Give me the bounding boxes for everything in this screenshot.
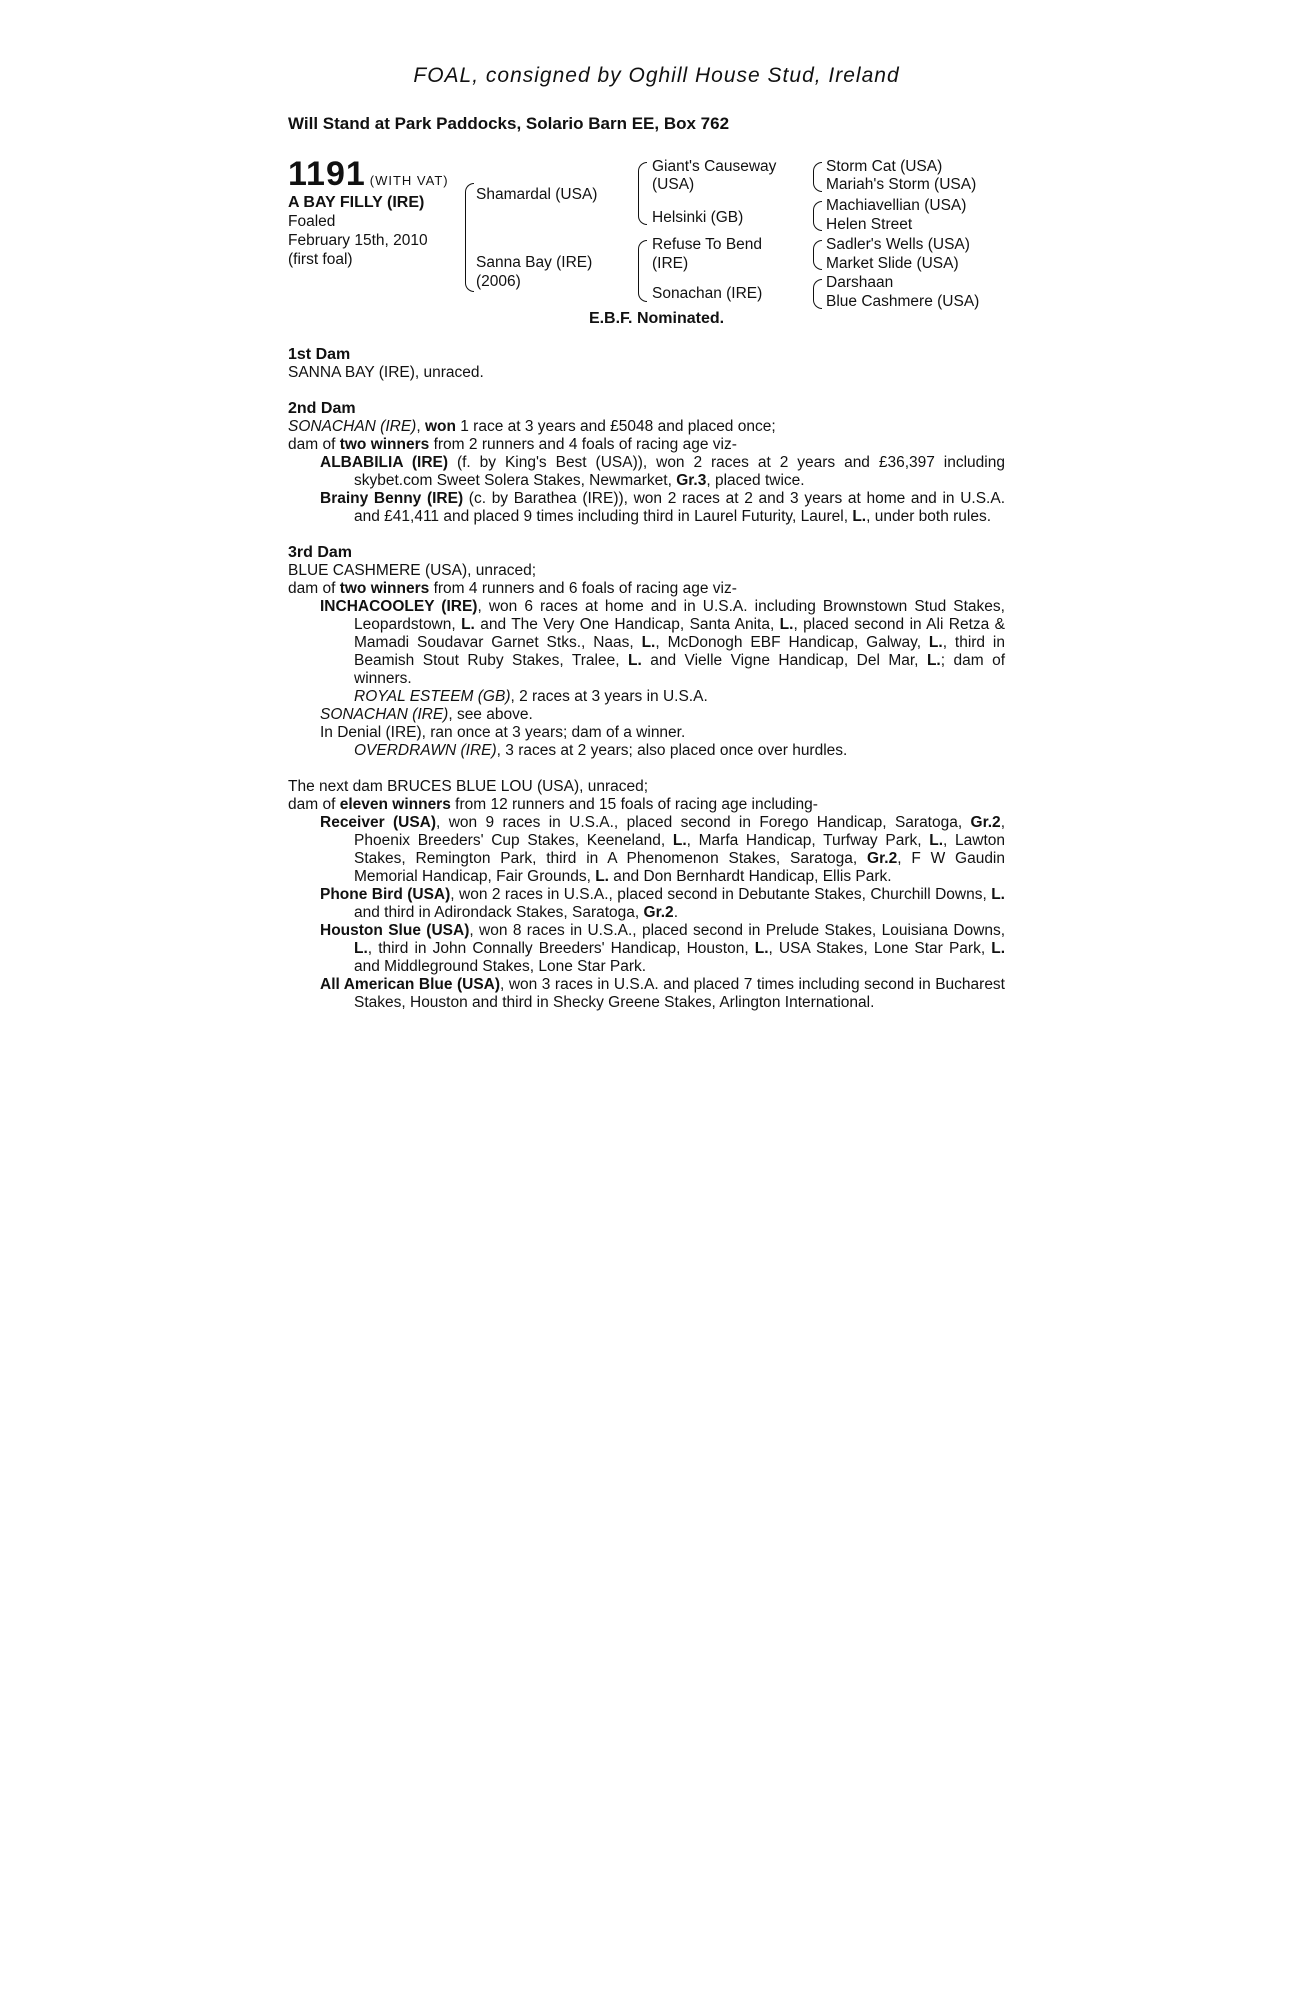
progeny-houston-slue: Houston Slue (USA), won 8 races in U.S.A., placed second in Prelude Stakes, Louisiana Downs, L., third in John Connally Breeders' Handicap, Houston, L., USA Stakes, Lone Star Park, L. and Middleground Stakes, Lone Star Park. — [320, 922, 1006, 975]
progeny-phone-bird: Phone Bird (USA), won 2 races in U.S.A., placed second in Debutante Stakes, Churchill Downs, L. and third in Adirondack Stakes, Saratoga, Gr.2. — [320, 886, 1005, 921]
sire-sire-line2: (USA) — [652, 176, 695, 193]
third-dam-heading: 3rd Dam — [288, 544, 353, 561]
dam-year: (2006) — [476, 273, 521, 290]
sd-dam: Helen Street — [826, 216, 913, 233]
dam-sire-line1: Refuse To Bend — [652, 236, 763, 253]
progeny-brainy-benny: Brainy Benny (IRE) (c. by Barathea (IRE)), won 2 races at 2 and 3 years at home and in U.S.A. and £41,411 and placed 9 times including third in Laurel Futurity, Laurel, L., under both rules. — [320, 490, 1005, 525]
third-dam-produce: dam of two winners from 4 runners and 6 foals of racing age viz- — [288, 580, 737, 597]
next-dam-text: The next dam BRUCES BLUE LOU (USA), unraced; — [288, 778, 649, 795]
progeny-inchacooley: INCHACOOLEY (IRE), won 6 races at home and in U.S.A. including Brownstown Stud Stakes, Leopardstown, L. and The Very One Handicap, Santa Anita, L., placed second in Ali Retza & Mamadi Soudavar Garnet Stks., Naas, L., McDonogh EBF Handicap, Galway, L., third in Beamish Stout Ruby Stakes, Tralee, L. and Vielle Vigne Handicap, Del Mar, L.; dam of winners. — [320, 598, 1006, 687]
vat-label: (WITH VAT) — [369, 173, 449, 188]
lot-heading — [288, 156, 468, 192]
progeny-royal-esteem: ROYAL ESTEEM (GB), 2 races at 3 years in U.S.A. — [354, 688, 708, 705]
second-dam-heading: 2nd Dam — [288, 400, 356, 417]
ds-dam: Market Slide (USA) — [826, 255, 959, 272]
pedigree-brace-4b — [813, 201, 822, 231]
progeny-albabilia: ALBABILIA (IRE) (f. by King's Best (USA)), won 2 races at 2 years and £36,397 including skybet.com Sweet Solera Stakes, Newmarket, Gr.3, placed twice. — [320, 454, 1005, 489]
sire-sire-line1: Giant's Causeway — [652, 158, 777, 175]
ss-sire: Storm Cat (USA) — [826, 158, 943, 175]
pedigree-brace-4d — [813, 279, 822, 309]
progeny-all-american-blue: All American Blue (USA), won 3 races in U.S.A. and placed 7 times including second in Bucharest Stakes, Houston and third in Shecky Greene Stakes, Arlington International. — [320, 976, 1005, 1011]
dam-sire-line2: (IRE) — [652, 255, 689, 272]
second-dam-produce: dam of two winners from 2 runners and 4 foals of racing age viz- — [288, 436, 737, 453]
pedigree-brace-4a — [813, 162, 822, 192]
progeny-in-denial: In Denial (IRE), ran once at 3 years; dam of a winner. — [320, 724, 686, 741]
pedigree-brace-main — [465, 183, 474, 292]
stand-location: Will Stand at Park Paddocks, Solario Barn EE, Box 762 — [288, 114, 730, 133]
dam-name: Sanna Bay (IRE) — [476, 254, 593, 271]
progeny-overdrawn: OVERDRAWN (IRE), 3 races at 2 years; also placed once over hurdles. — [354, 742, 848, 759]
dd-dam: Blue Cashmere (USA) — [826, 293, 980, 310]
lot-block — [288, 156, 468, 269]
second-dam-record: SONACHAN (IRE), won 1 race at 3 years and £5048 and placed once; — [288, 418, 776, 435]
pedigree-brace-4c — [813, 240, 822, 270]
foaled-label: Foaled — [288, 213, 336, 230]
ss-dam: Mariah's Storm (USA) — [826, 176, 977, 193]
second-dam-name: SONACHAN (IRE) — [288, 418, 417, 435]
pedigree-brace-sire — [638, 162, 647, 225]
dam-dam: Sonachan (IRE) — [652, 285, 763, 302]
pedigree-brace-dam — [638, 240, 647, 302]
sd-sire: Machiavellian (USA) — [826, 197, 967, 214]
dd-sire: Darshaan — [826, 274, 894, 291]
first-dam-text: SANNA BAY (IRE), unraced. — [288, 364, 484, 381]
progeny-receiver: Receiver (USA), won 9 races in U.S.A., placed second in Forego Handicap, Saratoga, Gr.2, Phoenix Breeders' Cup Stakes, Keeneland, L., Marfa Handicap, Turfway Park, L., Lawton Stakes, Remington Park, third in A Phenomenon Stakes, Saratoga, Gr.2, F W Gaudin Memorial Handicap, Fair Grounds, L. and Don Bernhardt Handicap, Ellis Park. — [320, 814, 1006, 885]
family-section — [288, 346, 1005, 1012]
sire-dam: Helsinki (GB) — [652, 209, 744, 226]
sire: Shamardal (USA) — [476, 186, 598, 203]
first-dam-heading: 1st Dam — [288, 346, 351, 363]
foal-note: (first foal) — [288, 251, 353, 268]
progeny-sonachan: SONACHAN (IRE), see above. — [320, 706, 533, 723]
consignment-line: FOAL, consigned by Oghill House Stud, Ireland — [413, 64, 900, 87]
ebf-nominated: E.B.F. Nominated. — [588, 310, 725, 327]
next-dam-produce: dam of eleven winners from 12 runners and 15 foals of racing age including- — [288, 796, 818, 813]
ds-sire: Sadler's Wells (USA) — [826, 236, 970, 253]
third-dam-text: BLUE CASHMERE (USA), unraced; — [288, 562, 537, 579]
horse-name: A BAY FILLY (IRE) — [288, 194, 425, 211]
foaled-date: February 15th, 2010 — [288, 232, 428, 249]
lot-number: 1191 — [288, 155, 366, 193]
